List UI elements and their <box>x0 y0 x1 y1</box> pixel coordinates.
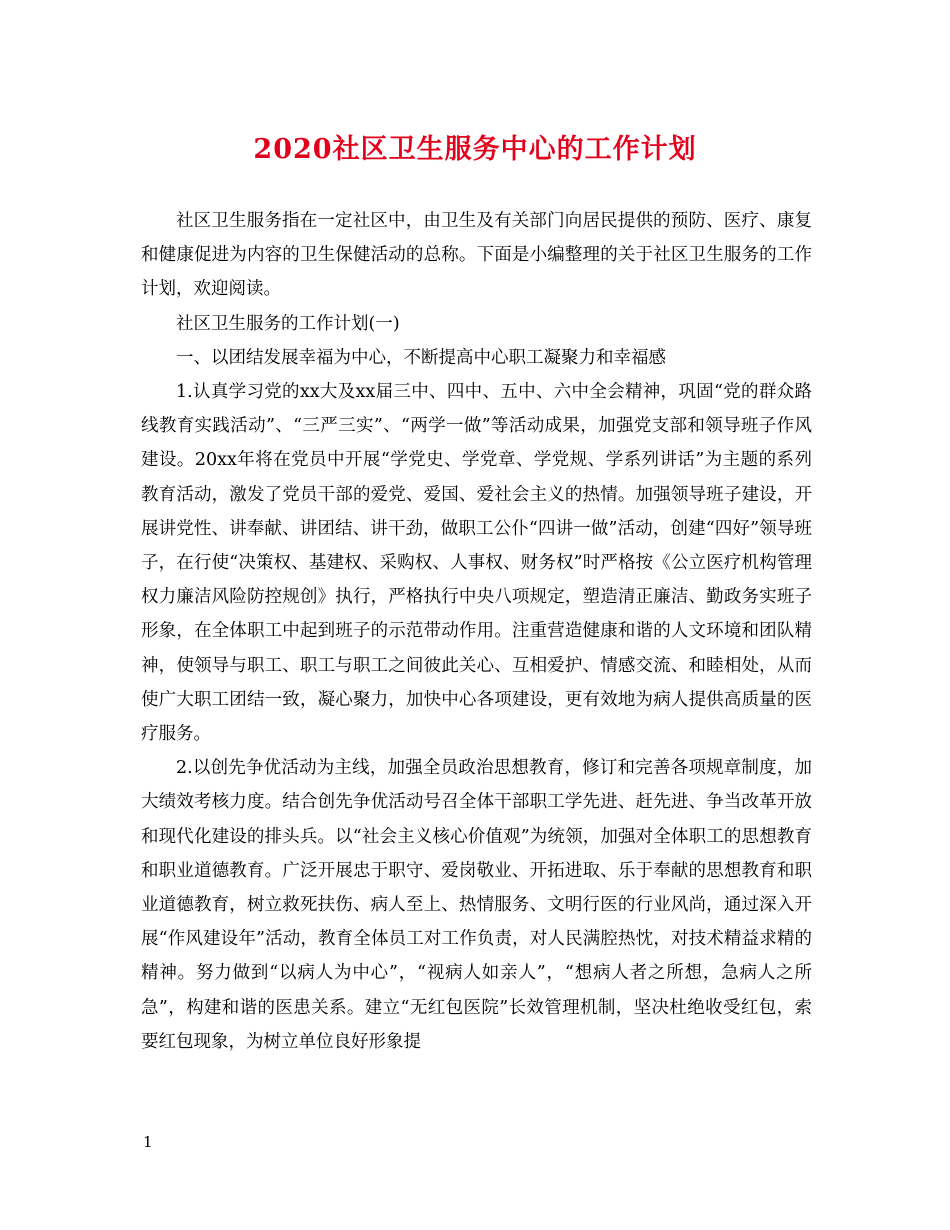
paragraph-section-heading: 社区卫生服务的工作计划(一) <box>176 313 400 334</box>
page-number: 1 <box>143 1133 153 1151</box>
paragraph-item-2: 2.以创先争优活动为主线，加强全员政治思想教育，修订和完善各项规章制度，加大绩效考核力度。结合创先争优活动号召全体干部职工学先进、赶先进、争当改革开放和现代化建设的排头兵。以“社会主义核心价值观”为统领，加强对全体职工的思想教育和职业道德教育。广泛开展忠于职守、爱岗敬业、开拓进取、乐于奉献的思想教育和职业道德教育，树立救死扶伤、病人至上、热情服务、文明行医的行业风尚，通过深入开展“作风建设年”活动，教育全体员工对工作负责，对人民满腔热忱，对技术精益求精的精神。努力做到“以病人为中心”，“视病人如亲人”，“想病人者之所想，急病人之所急”，构建和谐的医患关系。建立“无红包医院”长效管理机制，坚决杜绝收受红包，索要红包现象，为树立单位良好形象提 <box>141 758 812 1052</box>
paragraph-item-1: 1.认真学习党的xx大及xx届三中、四中、五中、六中全会精神，巩固“党的群众路线教育实践活动”、“三严三实”、“两学一做”等活动成果，加强党支部和领导班子作风建设。20xx年将在党员中开展“学党史、学党章、学党规、学系列讲话”为主题的系列教育活动，激发了党员干部的爱党、爱国、爱社会主义的热情。加强领导班子建设，开展讲党性、讲奉献、讲团结、讲干劲，做职工公仆“四讲一做”活动，创建“四好”领导班子，在行使“决策权、基建权、采购权、人事权、财务权”时严格按《公立医疗机构管理权力廉洁风险防控规创》执行，严格执行中央八项规定，塑造清正廉洁、勤政务实班子形象，在全体职工中起到班子的示范带动作用。注重营造健康和谐的人文环境和团队精神，使领导与职工、职工与职工之间彼此关心、互相爱护、情感交流、和睦相处，从而使广大职工团结一致，凝心聚力，加快中心各项建设，更有效地为病人提供高质量的医疗服务。 <box>141 382 812 745</box>
paragraph-intro: 社区卫生服务指在一定社区中，由卫生及有关部门向居民提供的预防、医疗、康复和健康促进为内容的卫生保健活动的总称。下面是小编整理的关于社区卫生服务的工作计划，欢迎阅读。 <box>141 211 812 300</box>
paragraph-subheading: 一、以团结发展幸福为中心，不断提高中心职工凝聚力和幸福感 <box>176 347 666 368</box>
document-title: 2020社区卫生服务中心的工作计划 <box>253 134 697 165</box>
document-body <box>141 204 812 1059</box>
